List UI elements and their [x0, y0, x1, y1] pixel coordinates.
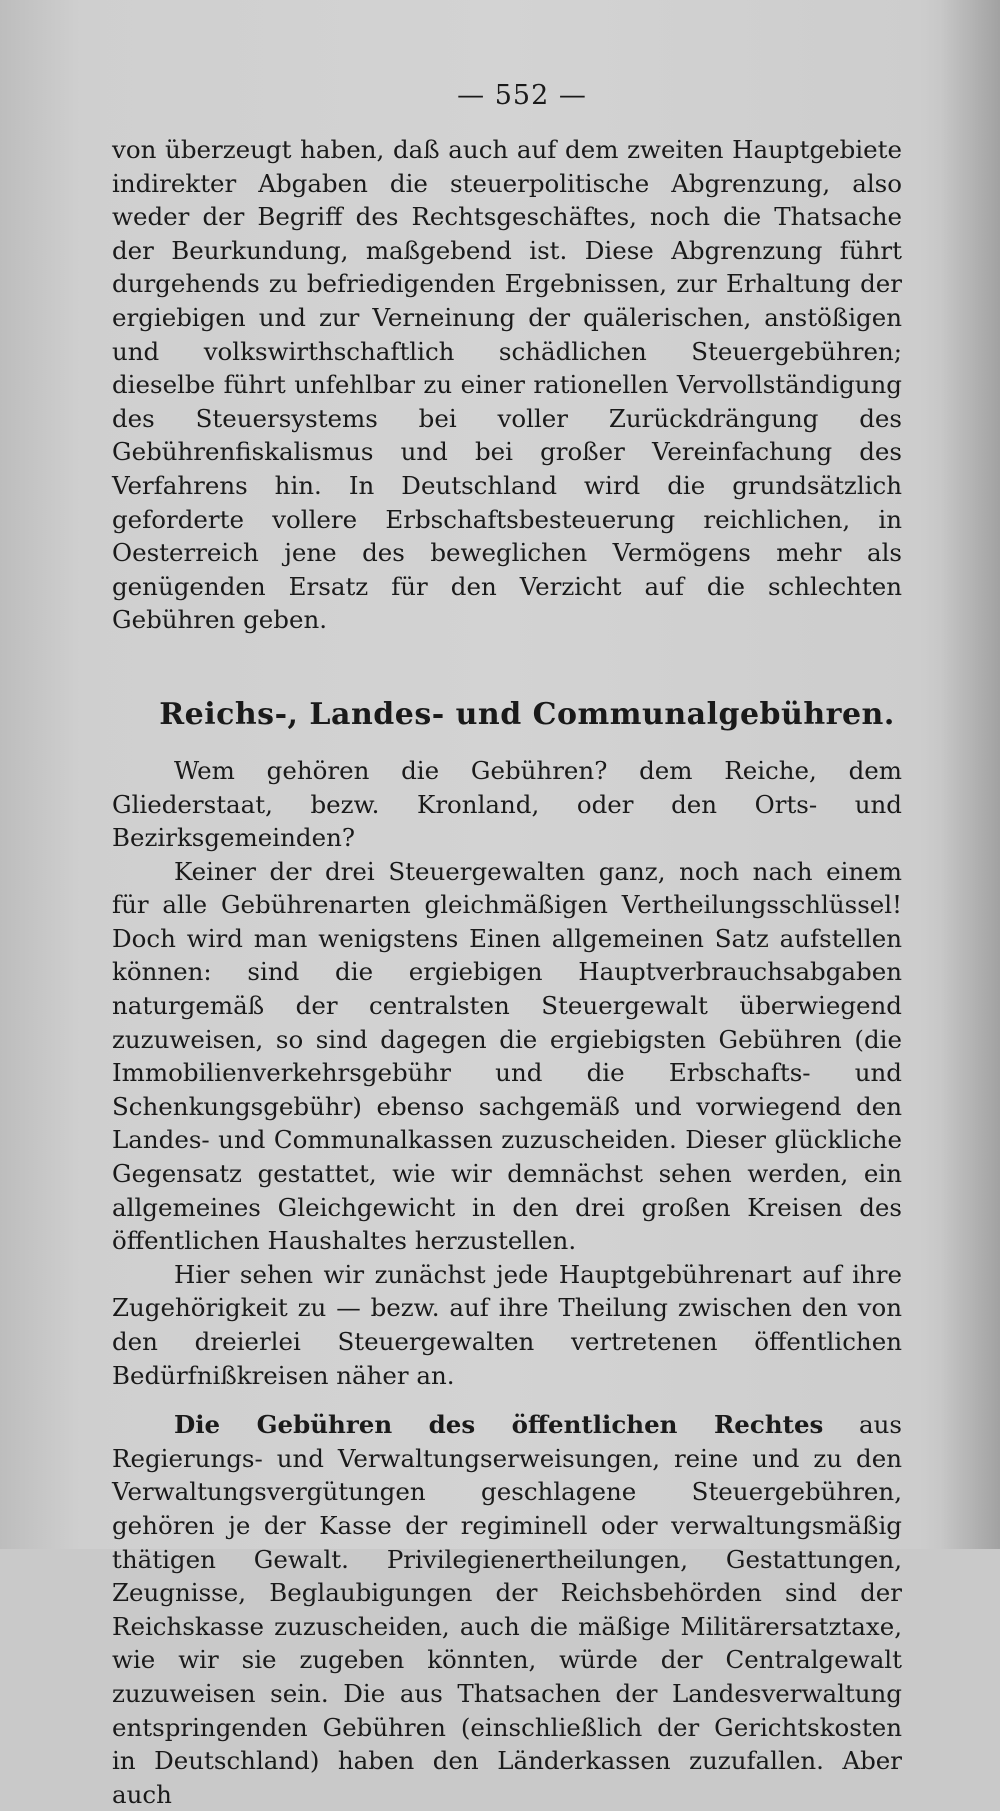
page-edge-shadow: [940, 0, 1000, 1549]
body-paragraph: Keiner der drei Steuergewalten ganz, noch nach einem für alle Gebührenarten gleichmäßigen Vertheilungsschlüssel! Doch wird man wenigstens Einen allgemeinen Satz aufstellen können: sind die ergiebigen Hauptverbrauchsabgaben naturgemäß der centralsten Steuergewalt überwiegend zuzuweisen, so sind dagegen die ergiebigsten Gebühren (die Immobilienverkehrsgebühr und die Erbschafts- und Schenkungsgebühr) ebenso sachgemäß und vorwiegend den Landes- und Communalkassen zuzuscheiden. Dieser glückliche Gegensatz gestattet, wie wir demnächst sehen werden, ein allgemeines Gleichgewicht in den drei großen Kreisen des öffentlichen Haushaltes herzustellen.: [112, 856, 902, 1256]
body-paragraph: von überzeugt haben, daß auch auf dem zweiten Hauptgebiete indirekter Abgaben die steuerpolitische Abgrenzung, also weder der Begriff des Rechtsgeschäftes, noch die Thatsache der Beurkundung, maßgebend ist. Diese Abgrenzung führt durgehends zu befriedigenden Ergebnissen, zur Erhaltung der ergiebigen und zur Verneinung der quälerischen, anstößigen und volkswirthschaftlich schädlichen Steuergebühren; dieselbe führt unfehlbar zu einer rationellen Vervollständigung des Steuersystems bei voller Zurückdrängung des Gebührenfiskalismus und bei großer Vereinfachung des Verfahrens hin. In Deutschland wird die grundsätzlich geforderte vollere Erbschaftsbesteuerung reichlichen, in Oesterreich jene des beweglichen Vermögens mehr als genügenden Ersatz für den Verzicht auf die schlechten Gebühren geben.: [112, 135, 902, 635]
body-paragraph: Wem gehören die Gebühren? dem Reiche, dem Gliederstaat, bezw. Kronland, oder den Orts- und Bezirksgemeinden?: [112, 755, 902, 853]
paragraph-text: aus Regierungs- und Verwaltungserweisungen, reine und zu den Verwaltungsvergütungen geschlagene Steuergebühren, gehören je der Kasse der regiminell oder verwaltungsmäßig thätigen Gewalt. Privilegienertheilungen, Gestattungen, Zeugnisse, Beglaubigungen der Reichsbehörden sind der Reichskasse zuzuscheiden, auch die mäßige Militärersatztaxe, wie wir sie zugeben könnten, würde der Centralgewalt zuzuweisen sein. Die aus Thatsachen der Landesverwaltung entspringenden Gebühren (einschließlich der Gerichtskosten in Deutschland) haben den Länderkassen zuzufallen. Aber auch: [112, 1410, 902, 1809]
page-number: — 552 —: [457, 80, 587, 111]
page-content: [112, 80, 902, 1811]
run-in-heading: Die Gebühren des öffentlichen Rechtes: [174, 1410, 824, 1440]
body-paragraph-with-run-in: [112, 1408, 902, 1811]
paragraph-gap: [112, 1392, 902, 1408]
body-paragraph: Hier sehen wir zunächst jede Hauptgebührenart auf ihre Zugehörigkeit zu — bezw. auf ihre Theilung zwischen den von den dreierlei Steuergewalten vertretenen öffentlichen Bedürfnißkreisen näher an.: [112, 1259, 902, 1390]
section-heading: Reichs-, Landes- und Communalgebühren.: [159, 696, 895, 732]
